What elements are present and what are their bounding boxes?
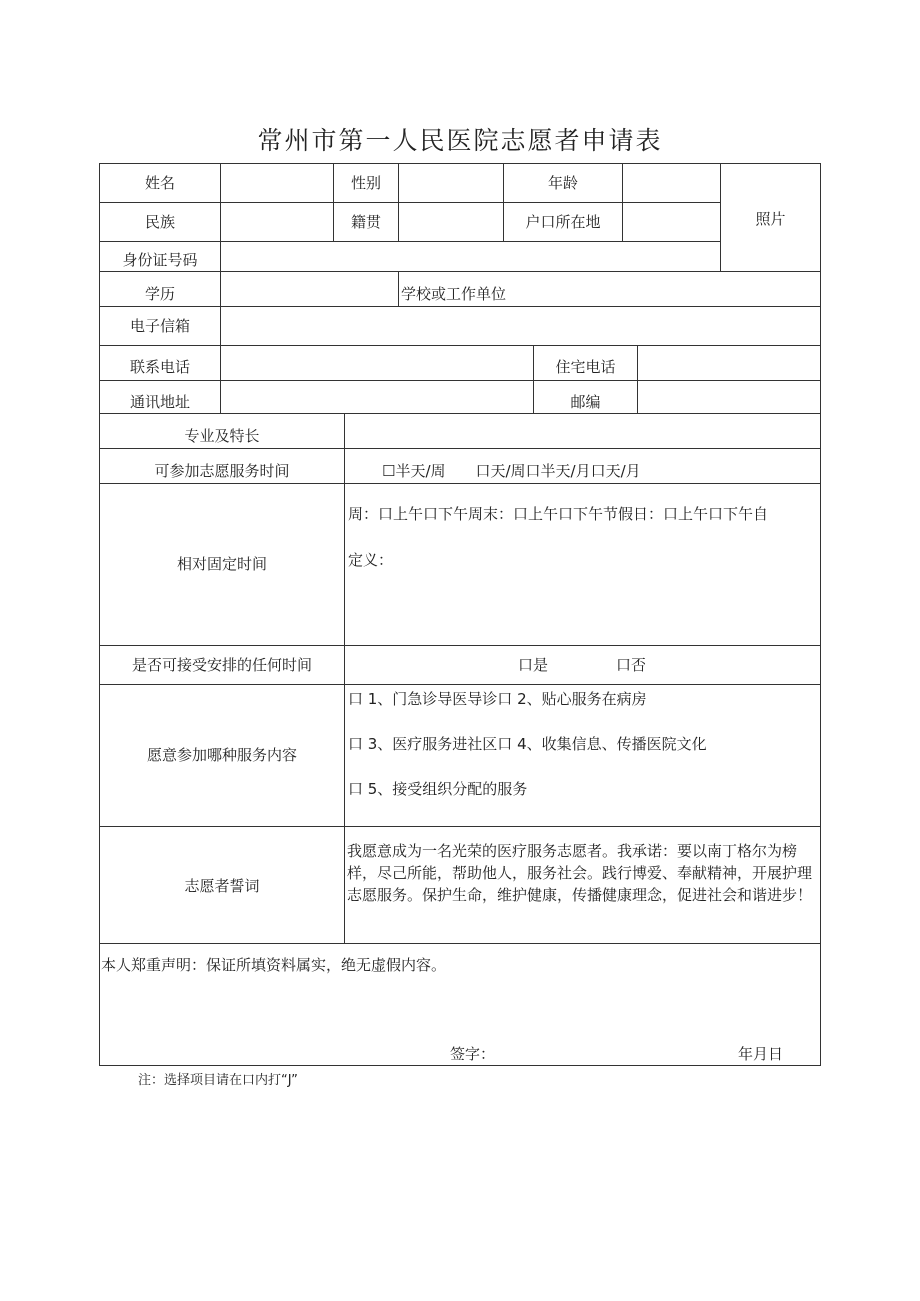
email-label: 电子信箱 xyxy=(129,317,190,335)
row-line xyxy=(99,413,821,414)
form-title: 常州市第一人民医院志愿者申请表 xyxy=(257,126,663,155)
date-label: 年月日 xyxy=(738,1045,784,1063)
row-line xyxy=(99,826,821,827)
service-time-options[interactable]: ☐半天/周 口天/周口半天/月口天/月 xyxy=(382,462,641,480)
service-time-label: 可参加志愿服务时间 xyxy=(154,462,290,480)
row-line xyxy=(99,943,821,944)
photo-label: 照片 xyxy=(755,210,786,228)
oath-text: 我愿意成为一名光荣的医疗服务志愿者。我承诺：要以南丁格尔为榜样，尽己所能，帮助他人，服务社会。践行博爱、奉献精神，开展护理志愿服务。保护生命，维护健康，传播健康理念，促进社会和谐进步！ xyxy=(347,842,813,904)
accept-any-label: 是否可接受安排的任何时间 xyxy=(131,656,312,674)
row-line xyxy=(99,483,821,484)
fixed-time-label: 相对固定时间 xyxy=(176,555,267,573)
fixed-time-options[interactable]: 周：口上午口下午周末：口上午口下午节假日：口上午口下午自 xyxy=(348,505,769,523)
accept-yes-checkbox[interactable]: 口是 xyxy=(518,656,549,674)
education-label: 学历 xyxy=(144,285,175,303)
oath-label: 志愿者誓词 xyxy=(184,877,260,895)
col-line xyxy=(398,271,399,306)
service-content-label: 愿意参加哪种服务内容 xyxy=(146,746,297,764)
col-line xyxy=(220,345,221,413)
address-label: 通讯地址 xyxy=(129,393,190,411)
col-line xyxy=(398,163,399,241)
row-line xyxy=(99,645,821,646)
age-label: 年龄 xyxy=(547,174,578,192)
id-number-label: 身份证号码 xyxy=(122,251,198,269)
row-line xyxy=(99,306,821,307)
signature-label: 签字： xyxy=(450,1045,496,1063)
service-option-3-4[interactable]: 口 3、医疗服务进社区口 4、收集信息、传播医院文化 xyxy=(348,735,707,753)
accept-no-checkbox[interactable]: 口否 xyxy=(616,656,647,674)
service-option-5[interactable]: 口 5、接受组织分配的服务 xyxy=(348,780,528,798)
row-line xyxy=(99,684,821,685)
specialty-label: 专业及特长 xyxy=(184,427,260,445)
row-line xyxy=(99,380,821,381)
col-line xyxy=(622,163,623,241)
school-work-label: 学校或工作单位 xyxy=(401,285,507,303)
row-line xyxy=(99,271,821,272)
row-line xyxy=(99,241,720,242)
col-line xyxy=(220,163,221,345)
service-option-1-2[interactable]: 口 1、门急诊导医导诊口 2、贴心服务在病房 xyxy=(348,690,647,708)
phone-label: 联系电话 xyxy=(129,358,190,376)
native-place-label: 籍贯 xyxy=(350,213,381,231)
household-label: 户口所在地 xyxy=(525,213,601,231)
col-line xyxy=(344,413,345,943)
fixed-time-custom: 定义： xyxy=(348,551,394,569)
name-label: 姓名 xyxy=(144,174,175,192)
row-line xyxy=(99,345,821,346)
row-line xyxy=(99,448,821,449)
declaration-text: 本人郑重声明：保证所填资料属实，绝无虚假内容。 xyxy=(101,956,447,974)
footer-note: 注：选择项目请在口内打“J” xyxy=(138,1073,298,1088)
col-line xyxy=(637,345,638,413)
postcode-label: 邮编 xyxy=(570,393,601,411)
home-phone-label: 住宅电话 xyxy=(555,358,616,376)
row-line xyxy=(99,202,720,203)
gender-label: 性别 xyxy=(350,174,381,192)
ethnicity-label: 民族 xyxy=(144,213,175,231)
